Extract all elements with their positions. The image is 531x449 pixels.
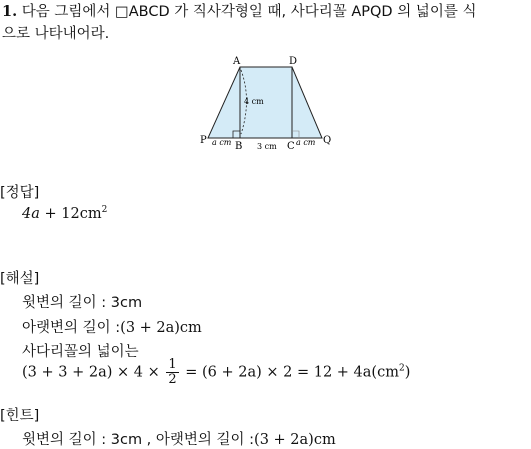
question-line-2: 으로 나타내어라. — [2, 26, 110, 42]
hint-line-1 — [22, 428, 336, 449]
hint-line-1-text: 윗변의 길이 : 3cm , 아랫변의 길이 : — [22, 432, 255, 448]
answer-value — [22, 205, 107, 222]
hint-line-1-math: (3 + 2a)cm — [254, 432, 336, 448]
fraction-one-half — [166, 358, 178, 387]
label-C: C — [287, 141, 295, 152]
label-middle-segment: 3 cm — [257, 142, 277, 151]
formula-left: (3 + 3 + 2a) × 4 × — [22, 364, 160, 381]
formula-right: = (6 + 2a) × 2 = 12 + 4a(cm — [185, 364, 399, 381]
explanation-heading: [해설] — [0, 271, 40, 287]
explanation-line-3: 사다리꼴의 넓이는 — [22, 344, 139, 360]
label-Q: Q — [323, 135, 332, 146]
question-text-1: 다음 그림에서 □ABCD 가 직사각형일 때, 사다리꼴 APQD 의 넓이를 식 — [21, 4, 477, 20]
label-B: B — [235, 141, 243, 152]
formula-exponent: 2 — [398, 363, 405, 374]
label-right-segment: a cm — [296, 138, 316, 147]
fraction-denominator: 2 — [168, 372, 177, 387]
answer-value-exponent: 2 — [101, 205, 108, 215]
explanation-line-2-text: 아랫변의 길이 : — [22, 320, 121, 336]
explanation-line-2 — [22, 316, 202, 337]
label-A: A — [233, 56, 241, 67]
answer-value-a: 4a — [22, 205, 40, 222]
answer-heading: [정답] — [0, 185, 40, 201]
explanation-line-2-math: (3 + 2a)cm — [120, 320, 202, 336]
trapezoid-fill — [208, 67, 322, 138]
label-D: D — [289, 56, 298, 67]
hint-heading: [힌트] — [0, 408, 40, 424]
trapezoid-figure — [0, 0, 531, 160]
explanation-line-1: 윗변의 길이 : 3cm — [22, 295, 143, 311]
label-left-segment: a cm — [212, 138, 232, 147]
question-number: 1. — [2, 3, 18, 20]
label-P: P — [200, 135, 207, 146]
fraction-numerator: 1 — [168, 357, 177, 372]
formula-close: ) — [404, 364, 411, 381]
explanation-formula — [22, 358, 410, 387]
label-height: 4 cm — [244, 97, 264, 106]
answer-value-b: + 12cm — [39, 205, 102, 222]
